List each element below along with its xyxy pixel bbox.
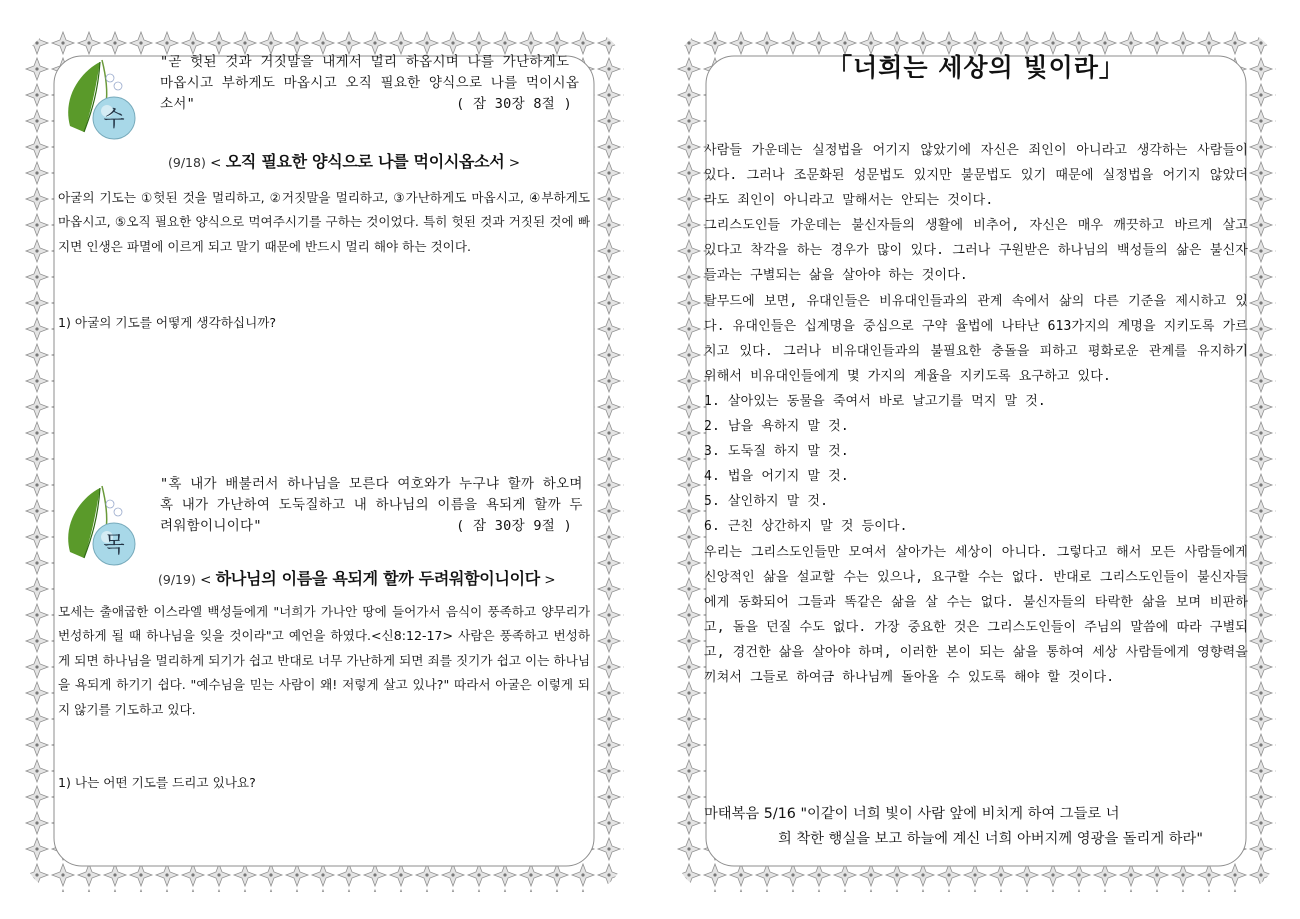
list-item: 2. 남을 욕하지 말 것. bbox=[704, 419, 849, 435]
day1-question: 1) 아굴의 기도를 어떻게 생각하십니까? bbox=[58, 315, 277, 330]
left-content bbox=[58, 44, 590, 878]
left-page bbox=[24, 30, 624, 892]
day2-reference: ( 잠 30장 9절 ) bbox=[456, 518, 572, 534]
day2-verse-text: "혹 내가 배불러서 하나님을 모른다 여호와가 누구냐 할까 하오며 혹 내가 가난하여 도둑질하고 내 하나님의 이름을 욕되게 할까 두려워함이니이다" bbox=[160, 476, 583, 534]
badge-text: 목 bbox=[103, 533, 125, 558]
closing-verse bbox=[704, 802, 1248, 852]
badge-text: 수 bbox=[103, 107, 125, 132]
day1-date: (9/18) bbox=[168, 155, 206, 170]
lily-badge-icon bbox=[62, 482, 152, 570]
article-paragraph: 탈무드에 보면, 유대인들은 비유대인들과의 관계 속에서 삶의 다른 기준을 제시하고 있다. 유대인들은 십계명을 중심으로 구약 율법에 나타난 613가지의 계명을 지키도록 가르치고 있다. 그러나 비유대인들과의 불필요한 충돌을 피하고 평화로운 관계를 유지하기 위해서 비유대인들에게 몇 가지의 계율을 지키도록 요구하고 있다. bbox=[704, 293, 1248, 384]
list-item: 1. 살아있는 동물을 죽여서 바로 날고기를 먹지 말 것. bbox=[704, 393, 1046, 409]
day2-title bbox=[158, 566, 556, 589]
day1-title-open: < bbox=[210, 155, 222, 171]
day2-paragraph: 모세는 출애굽한 이스라엘 백성들에게 "너희가 가나안 땅에 들어가서 음식이 풍족하고 양무리가 번성하게 될 때 하나님을 잊을 것이라"고 예언을 하였다.<신8:12-17> 사람은 풍족하고 번성하게 되면 하나님을 멀리하게 되기가 쉽고 반대로 너무 가난하게 되면 죄를 짓기가 쉽고 이는 하나님을 욕되게 하기기 쉽다. "예수님을 믿는 사람이 왜! 저렇게 살고 있나?" 따라서 아굴은 이렇게 되지 않기를 기도하고 있다. bbox=[58, 604, 590, 717]
article-paragraph: 우리는 그리스도인들만 모여서 살아가는 세상이 아니다. 그렇다고 해서 모든 사람들에게 신앙적인 삶을 설교할 수는 있으나, 요구할 수는 없다. 반대로 그리스도인들이 불신자들에게 동화되어 그들과 똑같은 삶을 살 수는 없다. 불신자들의 타락한 삶을 보며 비판하고, 돌을 던질 수도 없다. 가장 중요한 것은 그리스도인들이 주님의 말씀에 따라 구별되고, 경건한 삶을 살아야 하며, 이러한 본이 되는 삶을 통하여 세상 사람들에게 영향력을 끼쳐서 그들로 하여금 하나님께 돌아올 수 있도록 해야 할 것이다. bbox=[704, 544, 1248, 685]
day1-title-close: > bbox=[508, 155, 521, 171]
closing-verse-reference: 마태복음 5/16 bbox=[704, 806, 796, 822]
list-item: 4. 법을 어기지 말 것. bbox=[704, 469, 849, 485]
day1-paragraph: 아굴의 기도는 ①헛된 것을 멀리하고, ②거짓말을 멀리하고, ③가난하게도 마옵시고, ④부하게도 마옵시고, ⑤오직 필요한 양식으로 먹여주시기를 구하는 것이었다. 특히 헛된 것과 거짓된 것에 빠지면 인생은 파멸에 이르게 되고 말기 때문에 반드시 멀리 해야 하는 것이다. bbox=[58, 190, 590, 254]
closing-verse-continuation: 희 착한 행실을 보고 하늘에 계신 너희 아버지께 영광을 돌리게 하라" bbox=[778, 831, 1203, 847]
day2-title-open: < bbox=[200, 572, 212, 588]
lily-badge-icon bbox=[62, 56, 152, 144]
day2-title-text: 하나님의 이름을 욕되게 할까 두려워함이니이다 bbox=[215, 569, 540, 588]
closing-verse-line1: "이같이 너희 빛이 사람 앞에 비치게 하여 그들로 너 bbox=[795, 806, 1120, 822]
day1-reference: ( 잠 30장 8절 ) bbox=[456, 96, 572, 112]
day2-verse bbox=[160, 474, 590, 537]
right-content bbox=[704, 42, 1248, 878]
day2-question: 1) 나는 어떤 기도를 드리고 있나요? bbox=[58, 775, 256, 790]
right-page bbox=[676, 30, 1276, 892]
day1-title bbox=[168, 149, 520, 172]
article-body bbox=[704, 138, 1248, 690]
article-paragraph: 사람들 가운데는 실정법을 어기지 않았기에 자신은 죄인이 아니라고 생각하는 사람들이 있다. 그러나 조문화된 성문법도 있지만 불문법도 있기 때문에 실정법을 어기지 않았더라도 죄인이 아니라고 말해서는 안되는 것이다. bbox=[704, 143, 1248, 209]
list-item: 3. 도둑질 하지 말 것. bbox=[704, 444, 849, 460]
day1-verse-text: "곧 헛된 것과 거짓말을 내게서 멀리 하옵시며 나를 가난하게도 마옵시고 부하게도 마옵시고 오직 필요한 양식으로 나를 먹이시옵소서" bbox=[160, 54, 580, 112]
list-item: 5. 살인하지 말 것. bbox=[704, 494, 829, 510]
article-paragraph: 그리스도인들 가운데는 불신자들의 생활에 비추어, 자신은 매우 깨끗하고 바르게 살고 있다고 착각을 하는 경우가 많이 있다. 그러나 구원받은 하나님의 백성들의 삶은 불신자들과는 구별되는 삶을 살아야 하는 것이다. bbox=[704, 218, 1248, 284]
day2-title-close: > bbox=[544, 572, 556, 588]
day1-verse bbox=[160, 52, 590, 115]
list-item: 6. 근친 상간하지 말 것 등이다. bbox=[704, 519, 908, 535]
day2-date: (9/19) bbox=[158, 572, 196, 587]
day1-title-text: 오직 필요한 양식으로 나를 먹이시옵소서 bbox=[225, 152, 505, 171]
page-title: 「너희는 세상의 빛이라」 bbox=[827, 53, 1125, 82]
